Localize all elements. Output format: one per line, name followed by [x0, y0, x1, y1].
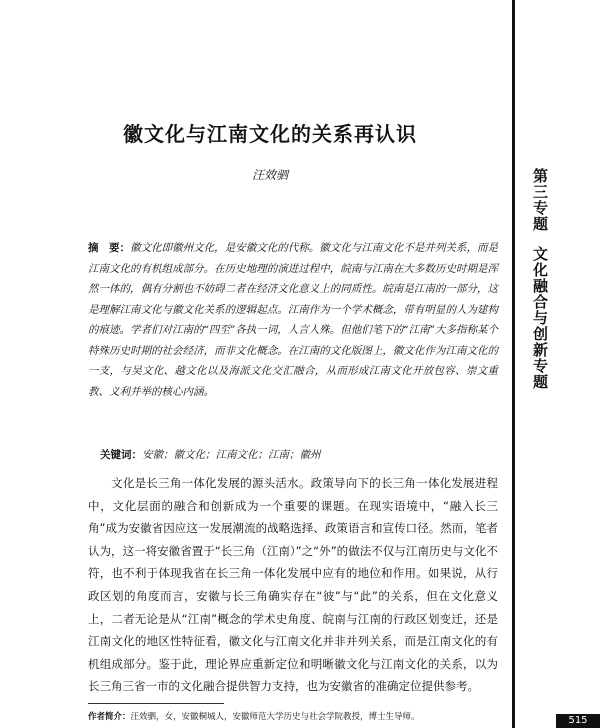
page-number: 515	[556, 714, 600, 728]
abstract	[88, 238, 498, 402]
section-topic: 文化融合与创新专题	[531, 246, 549, 390]
author-bio-text: 汪效驷，女，安徽桐城人，安徽师范大学历史与社会学院教授，博士生导师。	[130, 712, 420, 722]
keywords	[100, 446, 498, 464]
article-author: 汪效驷	[251, 168, 288, 182]
abstract-text: 徽文化即徽州文化，是安徽文化的代称。徽文化与江南文化不是并列关系，而是江南文化的有机组成部分。在历史地理的演进过程中，皖南与江南在大多数历史时期是浑然一体的，偶有分割也不妨碍二者在经济文化意义上的同质性。皖南是江南的一部分，这是理解江南文化与徽文化关系的逻辑起点。江南作为一个学术概念，带有明显的人为建构的痕迹。学者们对江南的“四至”各执一词，人言人殊。但他们笔下的“江南”大多指称某个特殊历史时期的社会经济，而非文化概念。在江南的文化版图上，徽文化作为江南文化的一支，与吴文化、越文化以及海派文化交汇融合，从而形成江南文化开放包容、崇文重教、义利并举的核心内涵。	[88, 242, 499, 398]
author-bio	[88, 711, 508, 723]
section-label: 第三专题	[531, 168, 549, 232]
abstract-label: 摘 要：	[88, 242, 131, 254]
footnote-divider	[88, 703, 224, 704]
margin-rule	[512, 0, 515, 728]
keywords-label: 关键词：	[100, 449, 142, 461]
section-header	[530, 168, 551, 390]
body-paragraph	[88, 472, 498, 698]
body-text: 文化是长三角一体化发展的源头活水。政策导向下的长三角一体化发展进程中，文化层面的融合和创新成为一个重要的课题。在现实语境中，“融入长三角”成为安徽省因应这一发展潮流的战略选择、政策语言和宣传口径。然而，笔者认为，这一将安徽省置于“长三角（江南）”之“外”的做法不仅与江南历史与文化不符，也不利于体现我省在长三角一体化发展中应有的地位和作用。如果说，从行政区划的角度而言，安徽与长三角确实存在“彼”与“此”的关系，但在文化意义上，二者无论是从“江南”概念的学术史角度、皖南与江南的行政区划变迁，还是江南文化的地区性特征看，徽文化与江南文化并非并列关系，而是江南文化的有机组成部分。鉴于此，理论界应重新定位和明晰徽文化与江南文化的关系，以为长三角三省一市的文化融合提供智力支持，也为安徽省的准确定位提供参考。	[88, 476, 498, 694]
keywords-text: 安徽；徽文化；江南文化；江南；徽州	[142, 449, 321, 461]
author-bio-label: 作者简介：	[88, 712, 131, 722]
article-title: 徽文化与江南文化的关系再认识	[123, 122, 417, 146]
